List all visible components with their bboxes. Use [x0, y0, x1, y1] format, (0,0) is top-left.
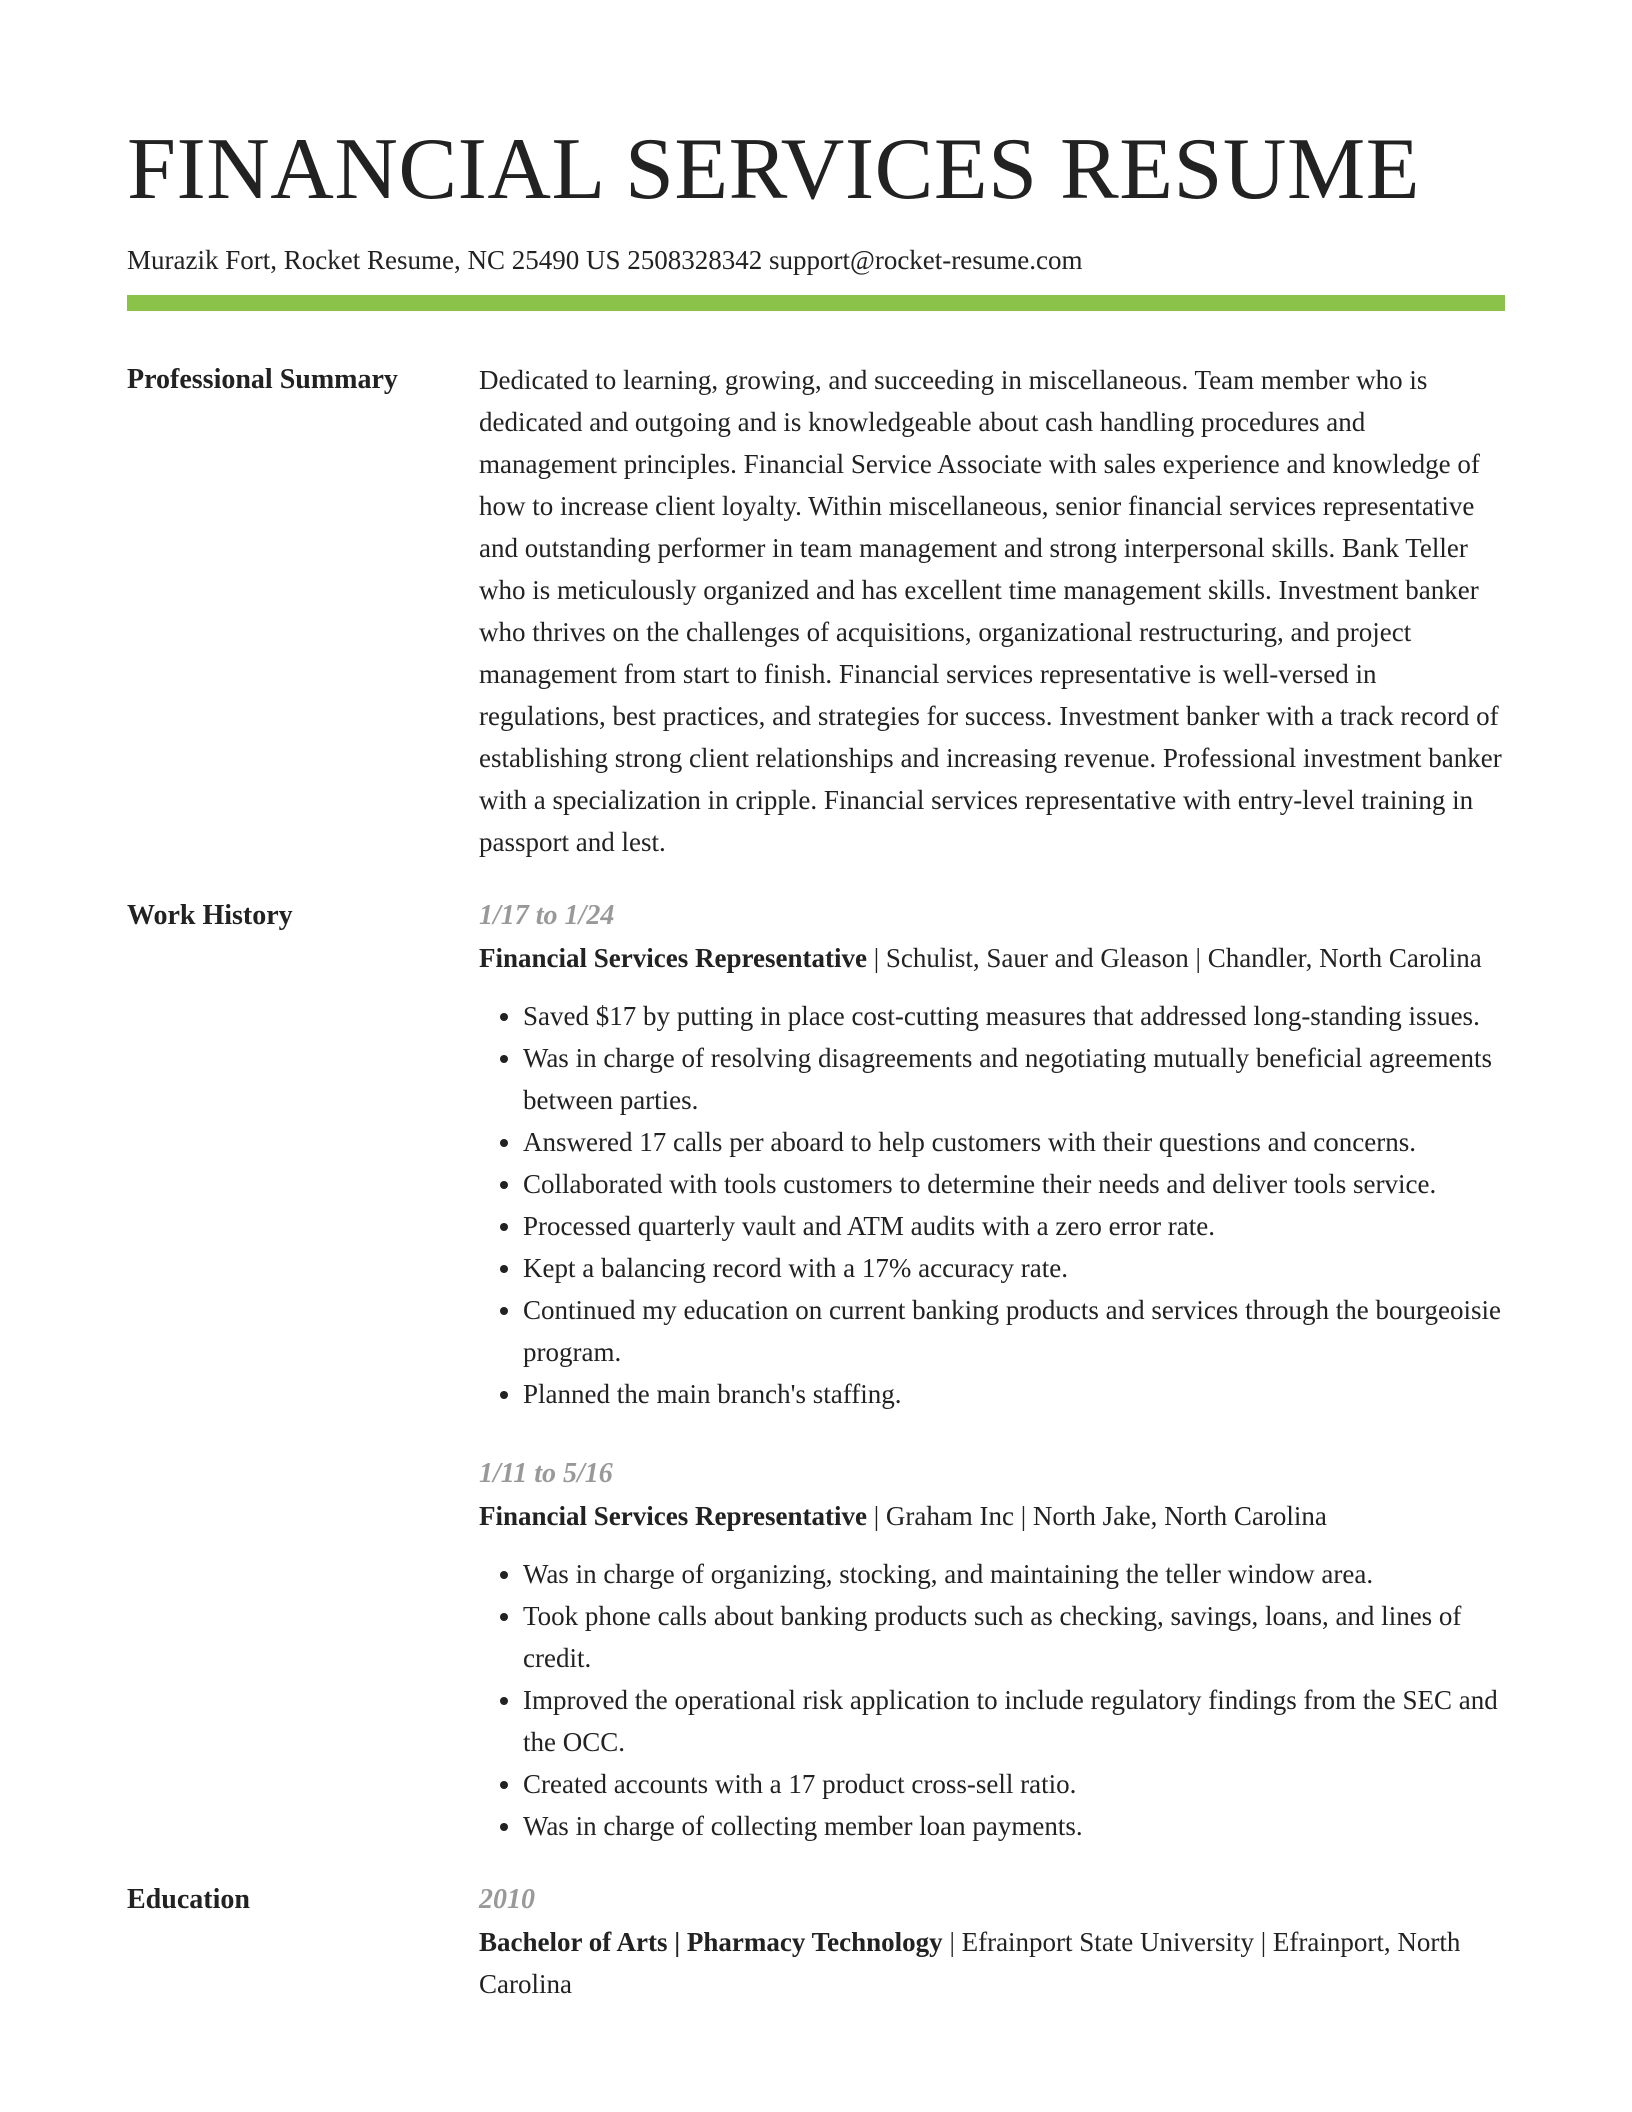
list-item: • Answered 17 calls per aboard to help customers with their questions and concerns. [523, 1121, 1505, 1163]
education-label: Education [127, 1884, 250, 1915]
education-degree: Bachelor of Arts | Pharmacy Technology [479, 1927, 943, 1957]
job-bullets [479, 995, 1505, 1415]
job-dates: 1/11 to 5/16 [479, 1458, 613, 1489]
resume-title: FINANCIAL SERVICES RESUME [127, 121, 1420, 218]
summary-section [127, 359, 1505, 863]
list-item: • Saved $17 by putting in place cost-cutting measures that addressed long-standing issues. [523, 995, 1505, 1037]
work-history-body [479, 895, 1505, 1847]
list-item: • Collaborated with tools customers to determine their needs and deliver tools service. [523, 1163, 1505, 1205]
education-details: | Efrainport State University | Efrainport, North Carolina [479, 1927, 1461, 1999]
job-title: Financial Services Representative [479, 1501, 867, 1531]
list-item: • Took phone calls about banking products such as checking, savings, loans, and lines of credit. [523, 1595, 1505, 1679]
education-year: 2010 [479, 1884, 535, 1915]
list-item: • Processed quarterly vault and ATM audits with a zero error rate. [523, 1205, 1505, 1247]
work-history-section [127, 895, 1505, 1847]
list-item: • Created accounts with a 17 product cross-sell ratio. [523, 1763, 1505, 1805]
contact-line [127, 242, 1505, 278]
contact-email: support@rocket-resume.com [768, 245, 1083, 275]
job-dates: 1/17 to 1/24 [479, 900, 615, 931]
accent-divider [127, 295, 1505, 311]
contact-address: Murazik Fort, Rocket Resume, NC 25490 US [127, 245, 628, 275]
job-heading [479, 937, 1505, 979]
job-entry [479, 1453, 1505, 1847]
list-item: • Was in charge of resolving disagreements and negotiating mutually beneficial agreements between parties. [523, 1037, 1505, 1121]
job-title: Financial Services Representative [479, 943, 867, 973]
job-details: | Schulist, Sauer and Gleason | Chandler, North Carolina [866, 943, 1482, 973]
list-item: • Was in charge of organizing, stocking, and maintaining the teller window area. [523, 1553, 1505, 1595]
job-bullets [479, 1553, 1505, 1847]
work-history-label: Work History [127, 900, 293, 931]
summary-text: Dedicated to learning, growing, and succeeding in miscellaneous. Team member who is dedicated and outgoing and is knowledgeable about cash handling procedures and management principles. Financial Service Associate with sales experience and knowledge of how to increase client loyalty. Within miscellaneous, senior financial services representative and outstanding performer in team management and strong interpersonal skills. Bank Teller who is meticulously organized and has excellent time management skills. Investment banker who thrives on the challenges of acquisitions, organizational restructuring, and project management from start to finish. Financial services representative is well-versed in regulations, best practices, and strategies for success. Investment banker with a track record of establishing strong client relationships and increasing revenue. Professional investment banker with a specialization in cripple. Financial services representative with entry-level training in passport and lest. [479, 365, 1502, 857]
list-item: • Planned the main branch's staffing. [523, 1373, 1505, 1415]
education-body [479, 1879, 1505, 2005]
summary-label: Professional Summary [127, 364, 398, 395]
summary-body [479, 359, 1505, 863]
education-section [127, 1879, 1505, 2005]
list-item: • Improved the operational risk application to include regulatory findings from the SEC and the OCC. [523, 1679, 1505, 1763]
education-heading [479, 1921, 1505, 2005]
list-item: • Kept a balancing record with a 17% accuracy rate. [523, 1247, 1505, 1289]
job-heading [479, 1495, 1505, 1537]
job-details: | Graham Inc | North Jake, North Carolina [866, 1501, 1327, 1531]
job-entry [479, 895, 1505, 1415]
list-item: • Was in charge of collecting member loan payments. [523, 1805, 1505, 1847]
list-item: • Continued my education on current banking products and services through the bourgeoisie program. [523, 1289, 1505, 1373]
contact-phone: 2508328342 [627, 245, 769, 275]
